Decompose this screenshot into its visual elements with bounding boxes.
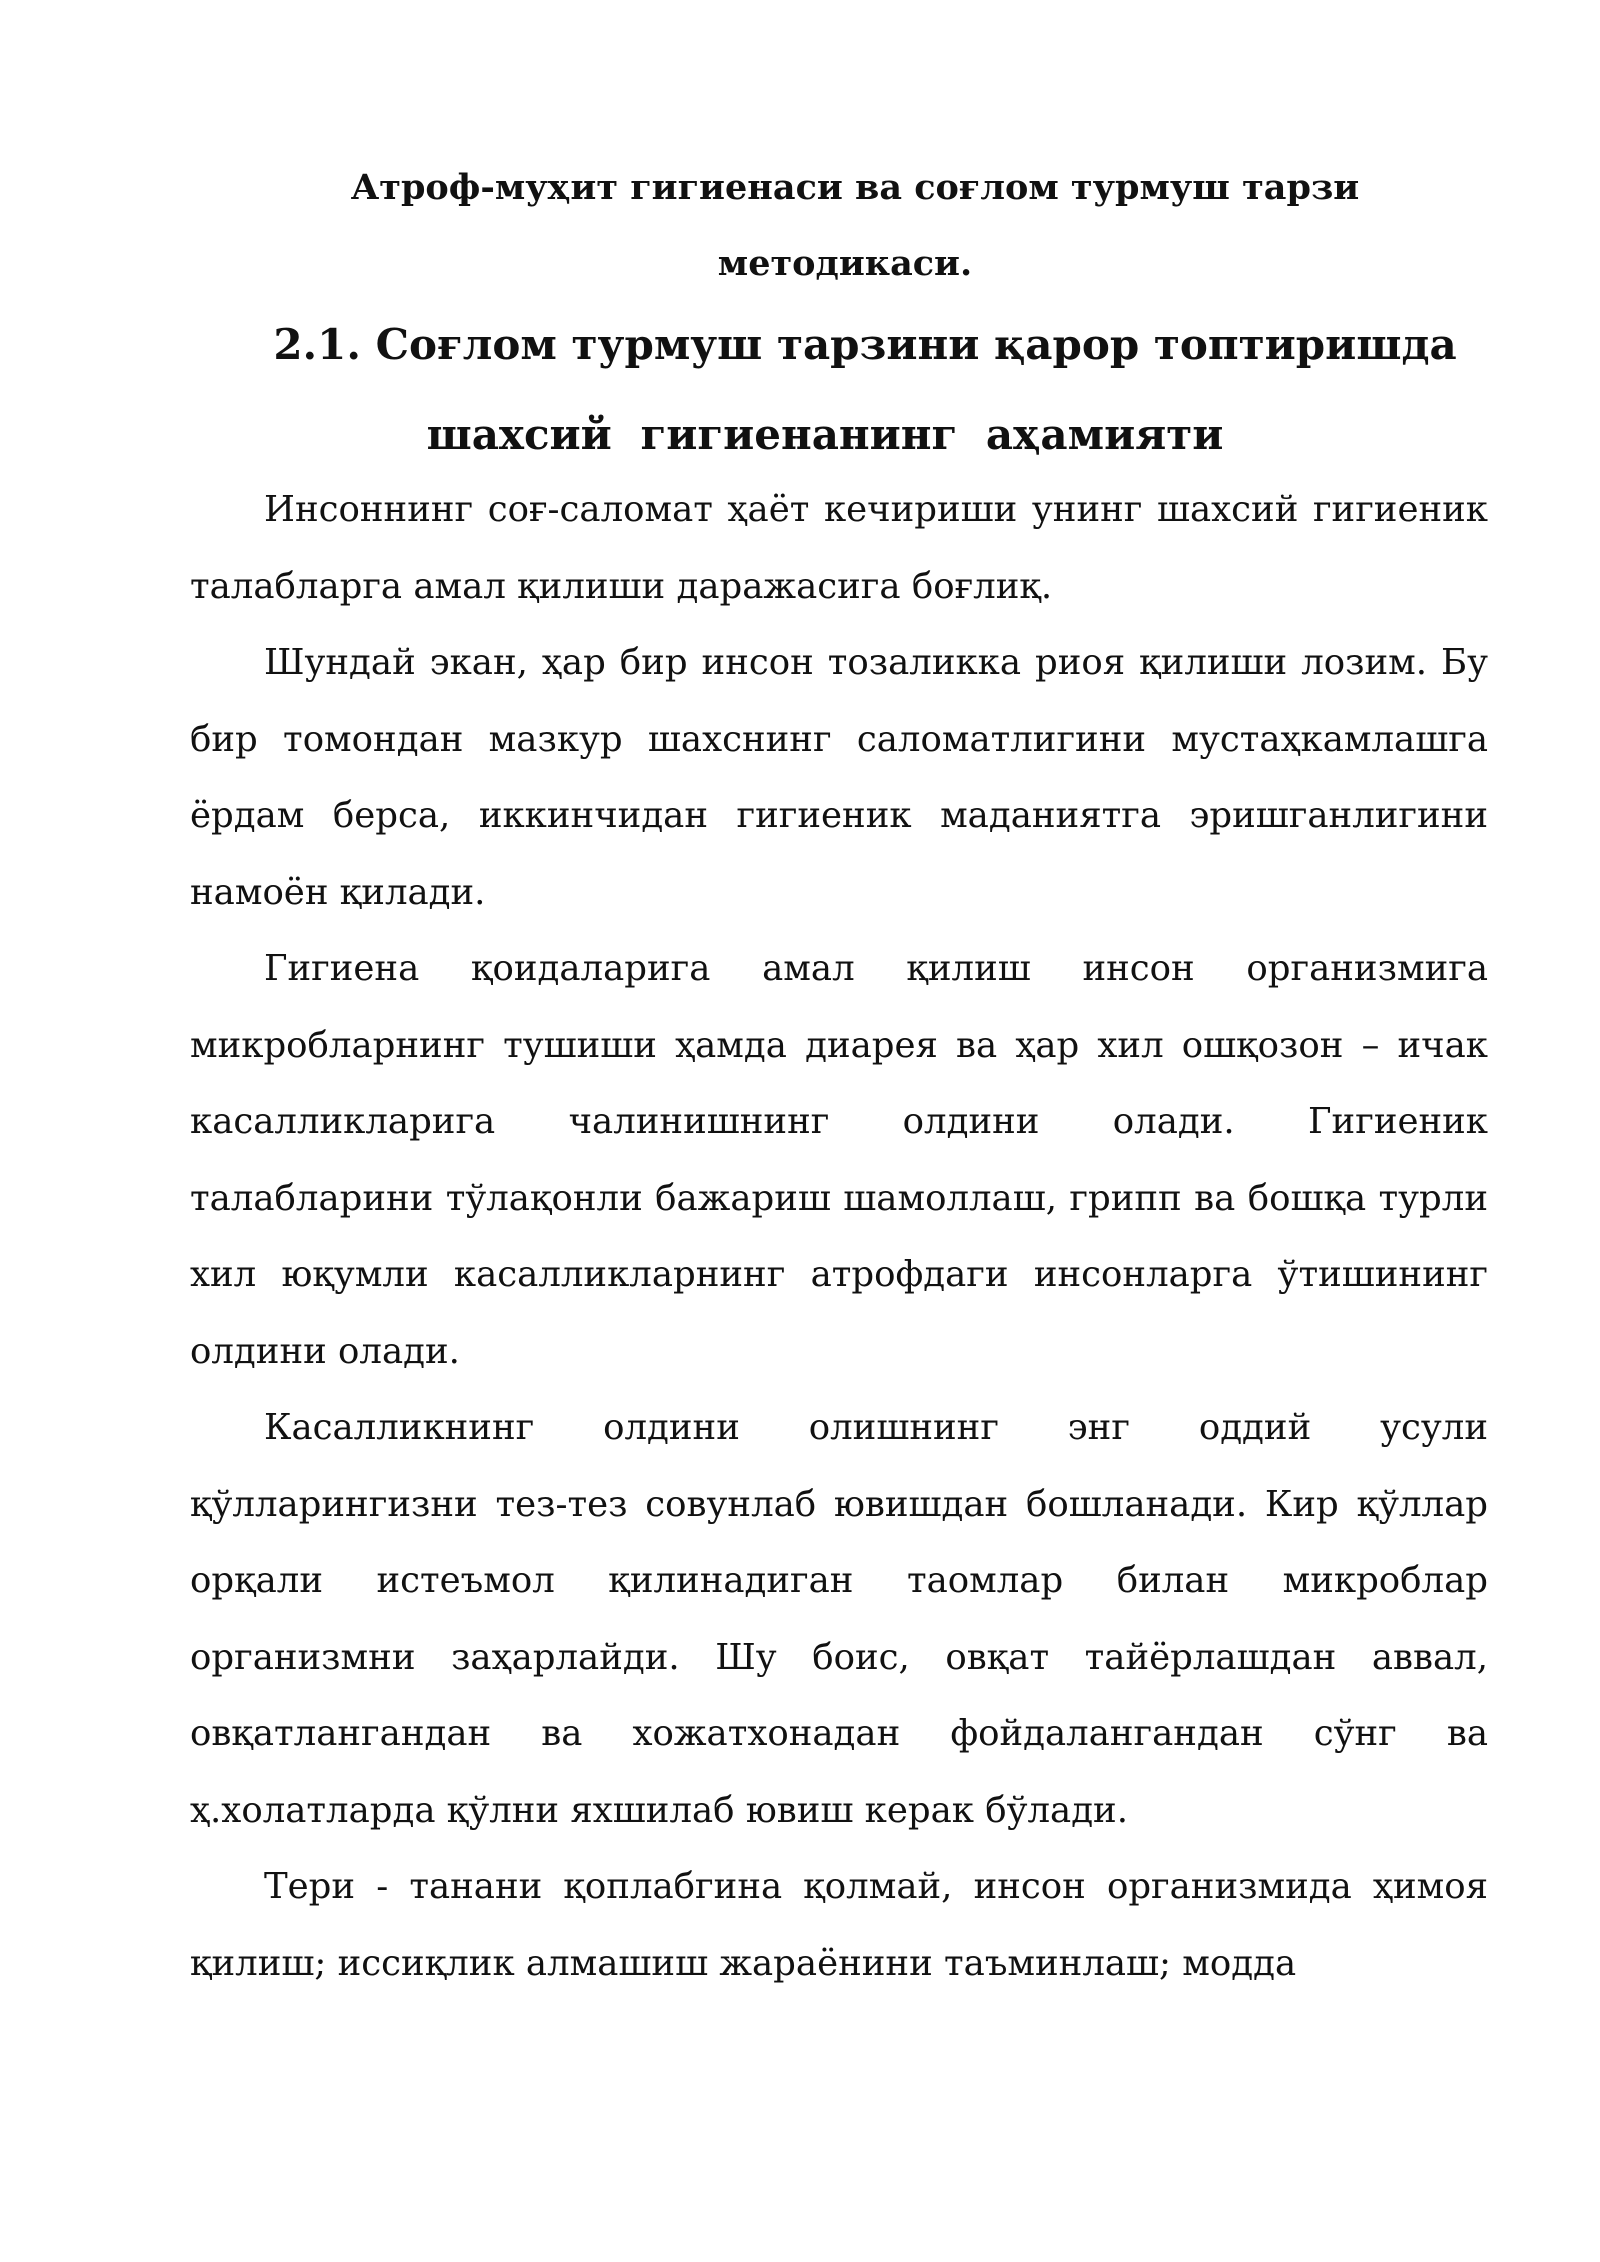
paragraph: Касалликнинг олдини олишнинг энг оддий усули қўлларингизни тез-тез совунлаб ювишдан бошланади. Кир қўллар орқали истеъмол қилинадиган таомлар билан микроблар организмни заҳарлайди. Шу боис, овқат тайёрлашдан аввал, овқатлангандан ва хожатхонадан фойдалангандан сўнг ва ҳ.холатларда қўлни яхшилаб ювиш керак бўлади. [190, 1407, 1488, 1831]
document-title [0, 150, 1600, 302]
title-line-2: методикаси. [717, 243, 973, 284]
body-text [190, 472, 1488, 2002]
paragraph: Шундай экан, ҳар бир инсон тозаликка риоя қилиши лозим. Бу бир томондан мазкур шахснинг саломатлигини мустаҳкамлашга ёрдам берса, иккинчидан гигиеник маданиятга эришганлигини намоён қилади. [190, 642, 1488, 913]
paragraph: Тери - танани қоплабгина қолмай, инсон организмида ҳимоя қилиш; иссиқлик алмашиш жараёнини таъминлаш; модда [190, 1866, 1488, 1984]
section-heading-line-2: шахсий гигиенанинг аҳамияти [426, 410, 1224, 459]
section-heading-line-1: 2.1. Соғлом турмуш тарзини қарор топтиришда [273, 320, 1457, 369]
title-line-1: Атроф-муҳит гигиенаси ва соғлом турмуш тарзи [350, 167, 1360, 208]
section-heading [0, 300, 1600, 480]
paragraph: Гигиена қоидаларига амал қилиш инсон организмига микробларнинг тушиши ҳамда диарея ва ҳар хил ошқозон – ичак касалликларига чалинишнинг олдини олади. Гигиеник талабларини тўлақонли бажариш шамоллаш, грипп ва бошқа турли хил юқумли касалликларнинг атрофдаги инсонларга ўтишининг олдини олади. [190, 948, 1488, 1372]
paragraph: Инсоннинг соғ-саломат ҳаёт кечириши унинг шахсий гигиеник талабларга амал қилиши даражасига боғлиқ. [190, 489, 1488, 607]
